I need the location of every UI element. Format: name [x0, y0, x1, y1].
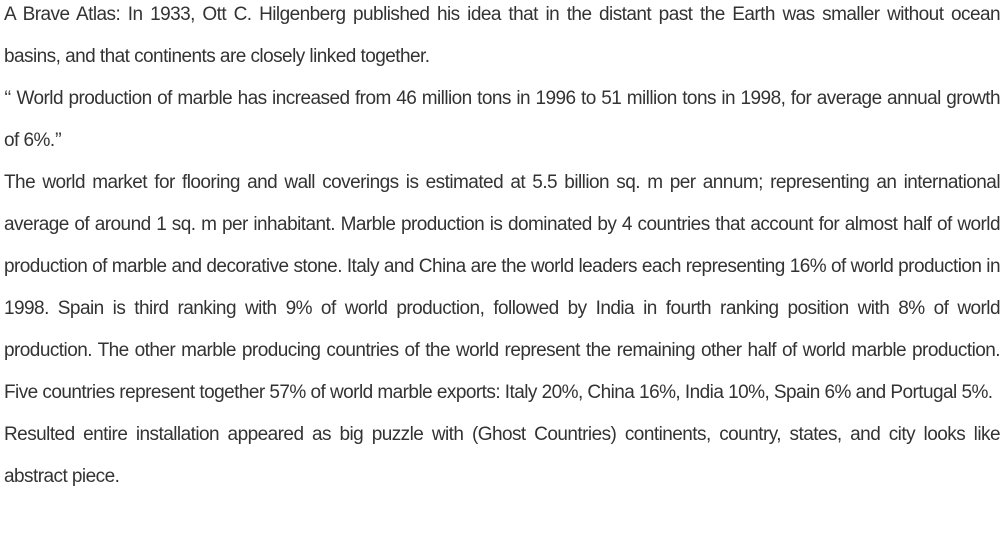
paragraph-world-market: The world market for flooring and wall coverings is estimated at 5.5 billion sq. m per annum; representing an international average of around 1 sq. m per inhabitant. Marble production is dominated by 4 countries that account for almost half of world production of marble and decorative stone. Italy and China are the world leaders each representing 16% of world production in 1998. Spain is third ranking with 9% of world production, followed by India in fourth ranking position with 8% of world production. The other marble producing countries of the world represent the remaining other half of world marble production. Five countries represent together 57% of world marble exports: Italy 20%, China 16%, India 10%, Spain 6% and Portugal 5%.: [4, 172, 1000, 403]
paragraph-brave-atlas: A Brave Atlas: In 1933, Ott C. Hilgenberg published his idea that in the distant past the Earth was smaller without ocean basins, and that continents are closely linked together.: [4, 4, 1000, 67]
paragraph-installation: Resulted entire installation appeared as big puzzle with (Ghost Countries) continents, country, states, and city looks like abstract piece.: [4, 424, 1000, 487]
paragraph-marble-quote: ‘‘ World production of marble has increased from 46 million tons in 1996 to 51 million tons in 1998, for average annual growth of 6%.’’: [4, 88, 1000, 151]
